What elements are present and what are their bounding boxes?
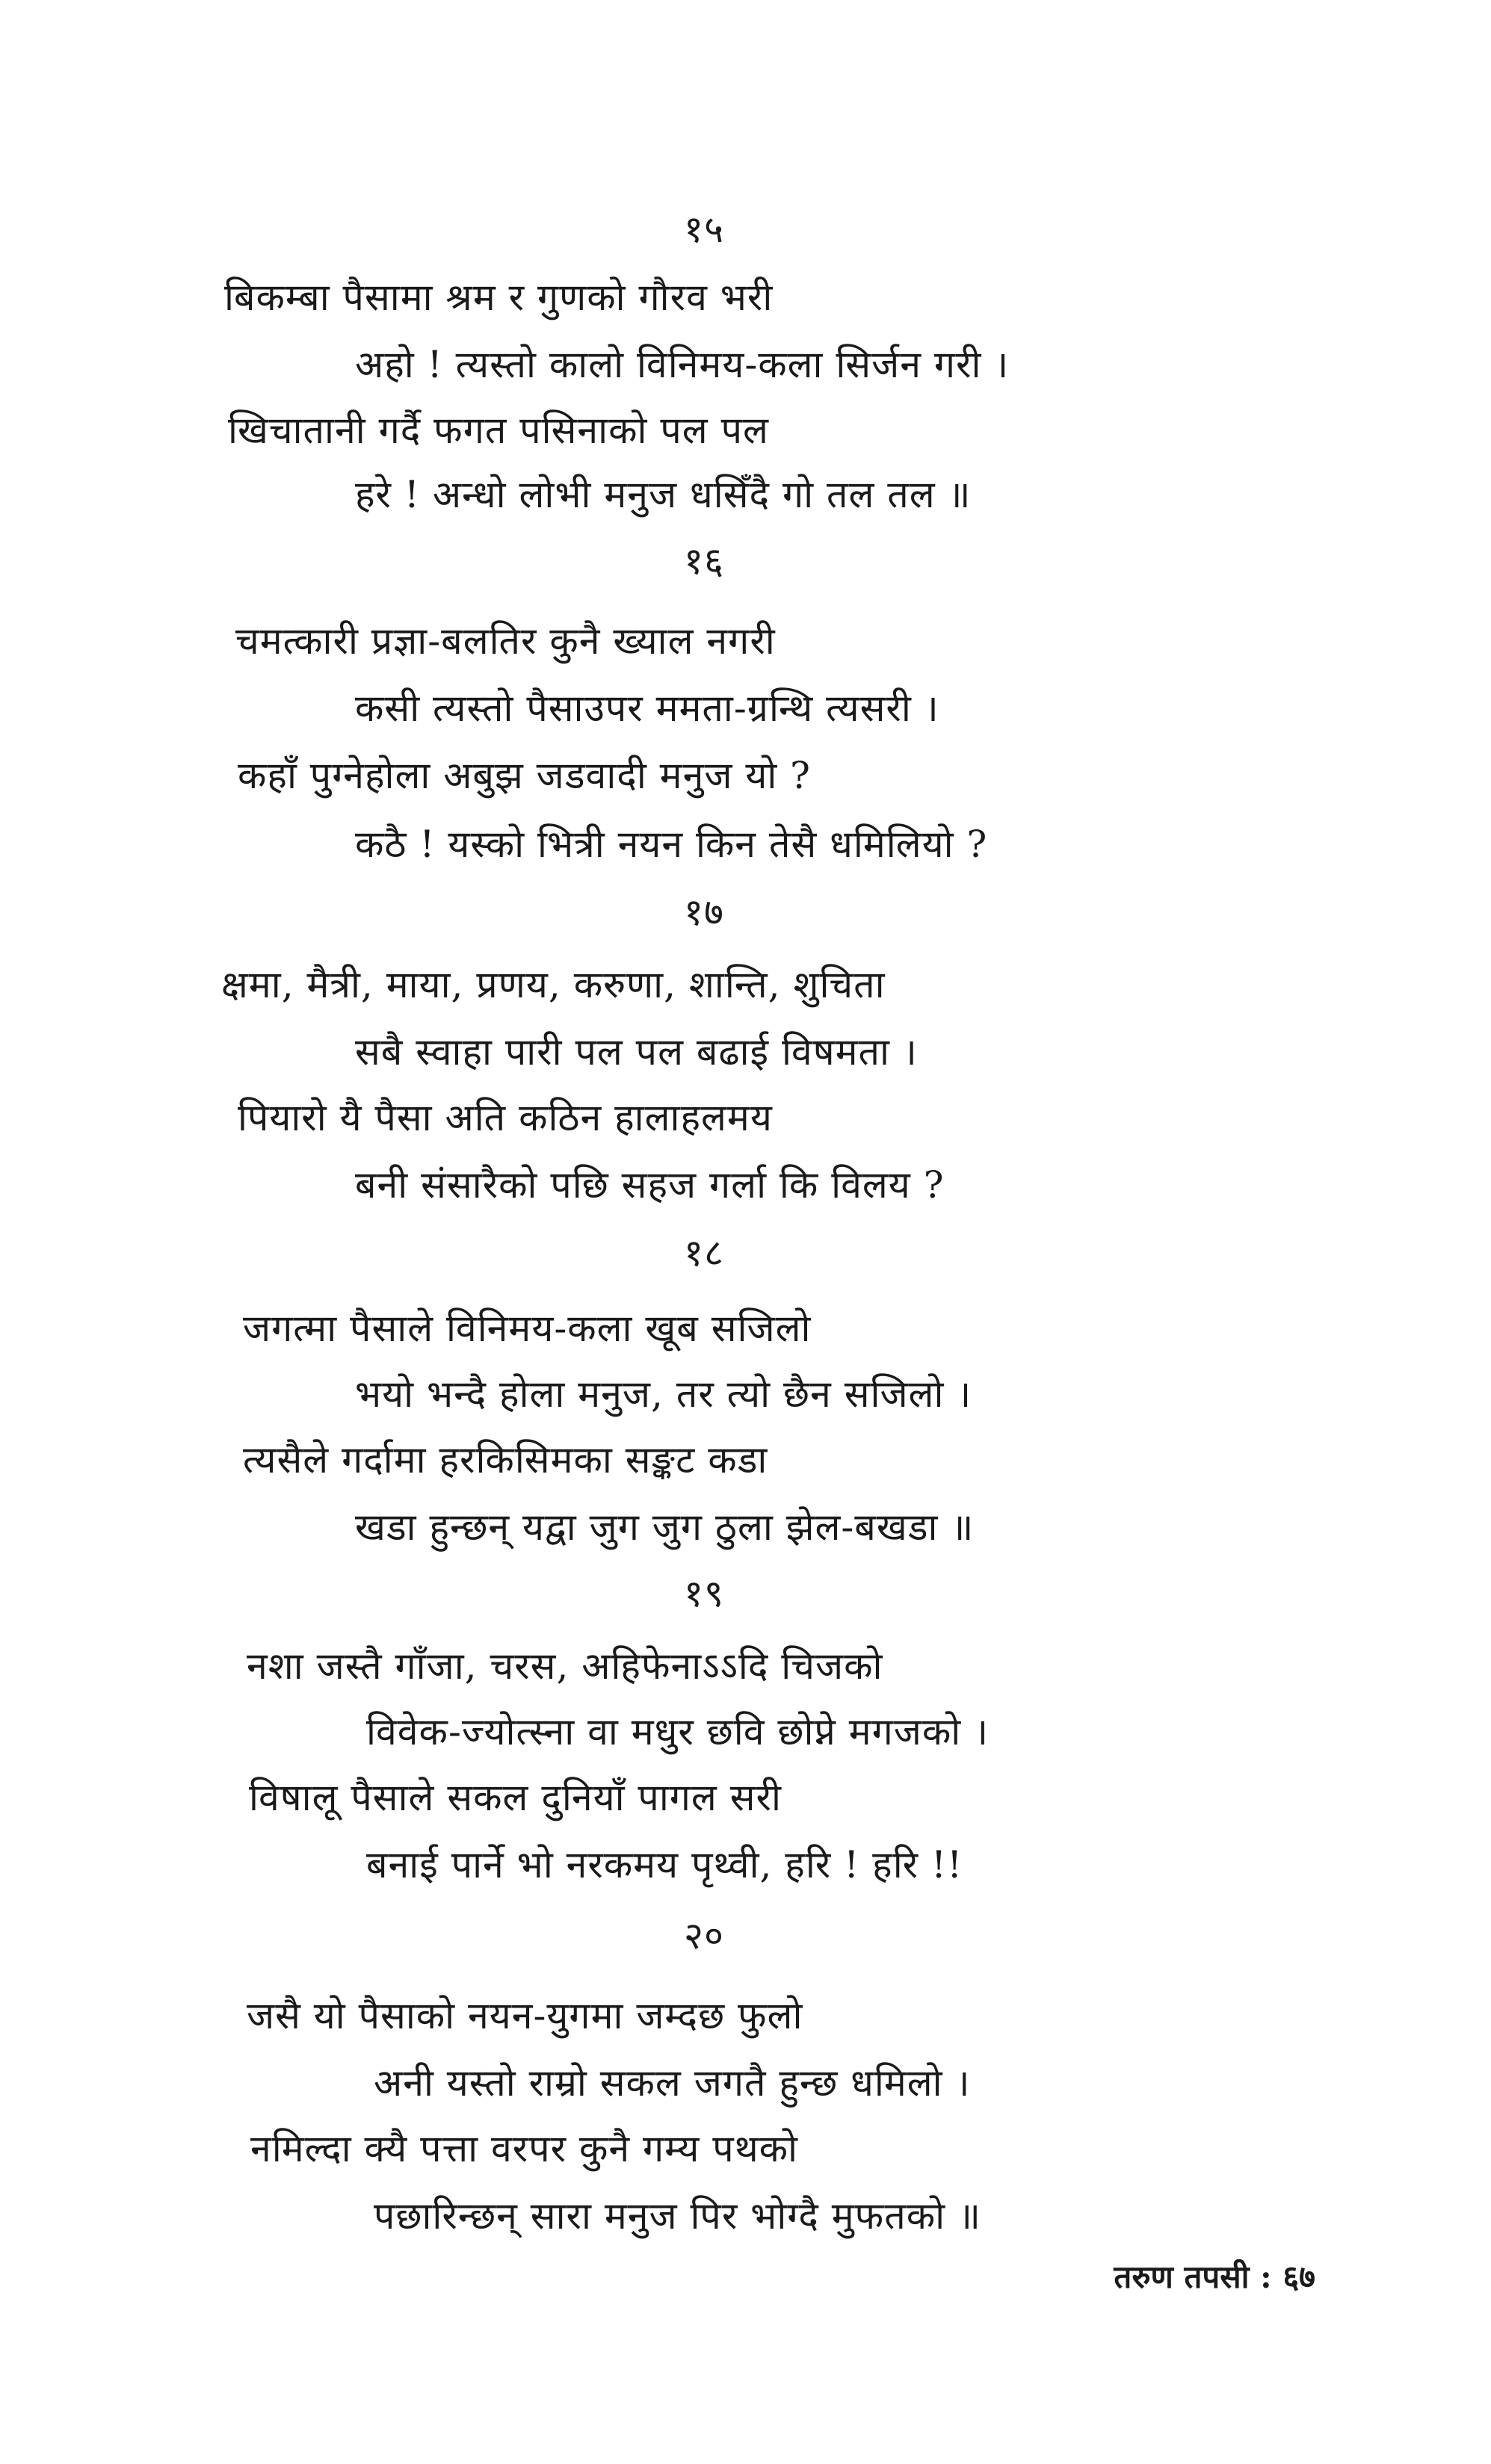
verse-line: खिचातानी गर्दै फगत पसिनाको पल पल	[228, 409, 769, 452]
verse-line: त्यसैले गर्दामा हरकिसिमका सङ्कट कडा	[243, 1438, 768, 1482]
stanza-number: २०	[684, 1914, 724, 1957]
verse-line: विवेक-ज्योत्स्ना वा मधुर छवि छोप्ने मगजको ।	[366, 1710, 990, 1753]
verse-line: नशा जस्तै गाँजा, चरस, अहिफेनाऽऽदि चिजको	[247, 1644, 883, 1688]
verse-line: अनी यस्तो राम्रो सकल जगतै हुन्छ धमिलो ।	[374, 2061, 971, 2105]
page-footer	[1114, 2255, 1315, 2300]
verse-line: पछारिन्छन् सारा मनुज पिर भोग्दै मुफतको ॥	[374, 2194, 981, 2238]
verse-line: क्षमा, मैत्री, माया, प्रणय, करुणा, शान्ति, शुचिता	[221, 963, 886, 1006]
verse-line: कहाँ पुग्नेहोला अबुझ जडवादी मनुज यो ?	[238, 754, 811, 797]
page-number: ६७	[1282, 2259, 1315, 2295]
verse-line: खडा हुन्छन् यद्वा जुग जुग ठुला झेल-बखडा ॥	[355, 1505, 975, 1549]
stanza-number: १९	[684, 1572, 724, 1615]
verse-line: कठै ! यस्को भित्री नयन किन तेसै धमिलियो ?	[355, 823, 988, 866]
verse-line: बिकम्बा पैसामा श्रम र गुणको गौरव भरी	[224, 276, 774, 319]
verse-line: अहो ! त्यस्तो कालो विनिमय-कला सिर्जन गरी ।	[355, 343, 1010, 386]
verse-line: भयो भन्दै होला मनुज, तर त्यो छैन सजिलो ।	[355, 1372, 972, 1416]
verse-line: बनाई पार्ने भो नरकमय पृथ्वी, हरि ! हरि !!	[366, 1843, 963, 1886]
verse-line: विषालू पैसाले सकल दुनियाँ पागल सरी	[249, 1776, 782, 1819]
stanza-number: १६	[684, 539, 724, 583]
stanza-number: १५	[684, 208, 724, 251]
verse-line: बनी संसारैको पछि सहज गर्ला कि विलय ?	[355, 1163, 945, 1207]
verse-line: पियारो यै पैसा अति कठिन हालाहलमय	[238, 1096, 773, 1139]
stanza-number: १७	[684, 891, 724, 934]
verse-line: सबै स्वाहा पारी पल पल बढाई विषमता ।	[355, 1030, 918, 1074]
verse-line: जगत्मा पैसाले विनिमय-कला खूब सजिलो	[243, 1307, 812, 1350]
stanza-number: १८	[684, 1231, 724, 1275]
verse-line: चमत्कारी प्रज्ञा-बलतिर कुनै ख्याल नगरी	[235, 619, 776, 663]
footer-separator: :	[1260, 2259, 1272, 2295]
book-title: तरुण तपसी	[1114, 2259, 1250, 2295]
verse-line: कसी त्यस्तो पैसाउपर ममता-ग्रन्थि त्यसरी ।	[355, 687, 939, 730]
verse-line: हरे ! अन्धो लोभी मनुज धसिँदै गो तल तल ॥	[355, 473, 972, 516]
verse-line: नमिल्दा क्यै पत्ता वरपर कुनै गम्य पथको	[250, 2127, 799, 2170]
verse-line: जसै यो पैसाको नयन-युगमा जम्दछ फुलो	[247, 1994, 803, 2037]
